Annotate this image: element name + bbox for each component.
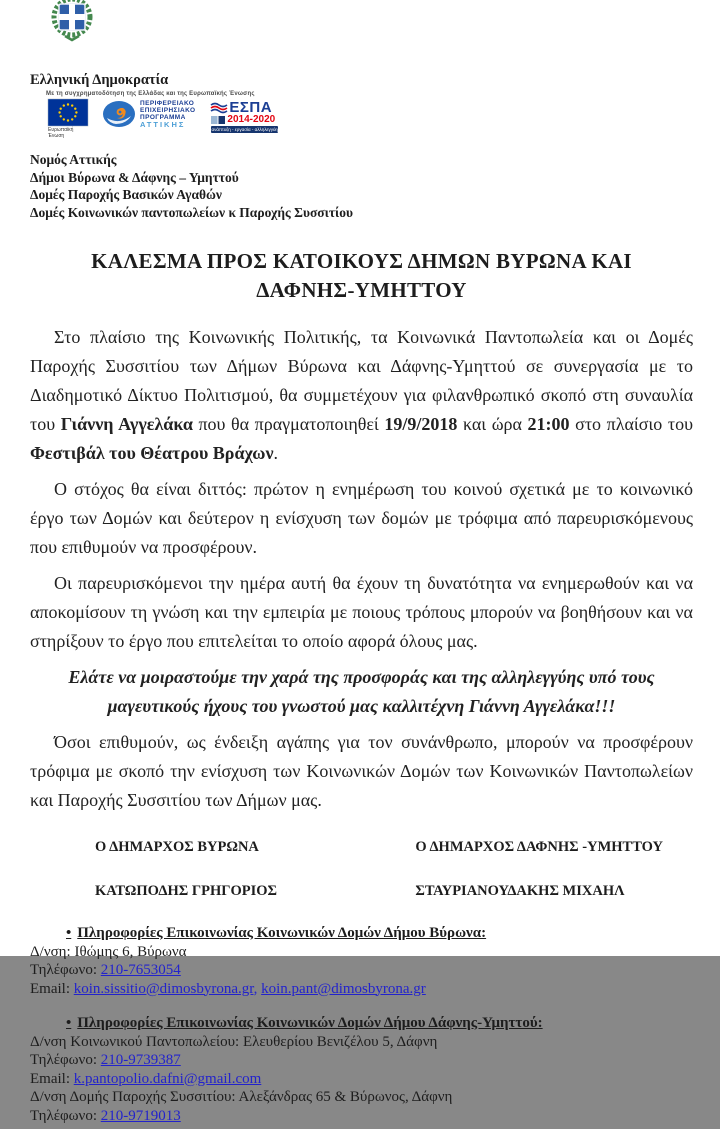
sender-block <box>30 151 693 221</box>
contact-block-byron <box>30 924 693 998</box>
dafni-phone1-line: Τηλέφωνο: 210-9739387 <box>30 1052 181 1068</box>
document-title: ΚΑΛΕΣΜΑ ΠΡΟΣ ΚΑΤΟΙΚΟΥΣ ΔΗΜΩΝ ΒΥΡΩΝΑ ΚΑΙ ΔΑΦΝΗΣ-ΥΜΗΤΤΟΥ <box>91 249 632 302</box>
sender-line-structures: Δομές Παροχής Βασικών Αγαθών <box>30 187 222 202</box>
dafni-email-link[interactable]: k.pantopolio.dafni@gmail.com <box>73 1070 262 1087</box>
paragraph-concert: Στο πλαίσιο της Κοινωνικής Πολιτικής, τα Κοινωνικά Παντοπωλεία και οι Δομές Παροχής Συσσιτίου των Δήμων Βύρωνα και Δάφνης-Υμηττού σε συνεργασία με το Διαδημοτικό Δίκτυο Πολιτισμού, θα συμμετέχουν για φιλανθρωπικό σκοπό στη συναυλία του Γιάννη Αγγελάκα που θα πραγματοποιηθεί 19/9/2018 και ώρα 21:00 στο πλαίσιο του Φεστιβάλ του Θέατρου Βράχων. <box>30 327 693 463</box>
eu-flag-caption: Ευρωπαϊκή Ένωση <box>48 127 74 139</box>
dafni-phone1-link[interactable]: 210-9739387 <box>100 1052 181 1068</box>
greek-coat-of-arms-icon <box>45 0 693 42</box>
contact-block-dafni <box>30 1014 693 1125</box>
byron-email-link-2[interactable]: koin.pant@dimosbyrona.gr <box>261 980 426 997</box>
funding-logos-strip <box>46 91 278 139</box>
mayor-byron-name: ΚΑΤΩΠΟΔΗΣ ΓΡΗΓΟΡΙΟΣ <box>95 883 278 899</box>
mayor-byron-role: Ο ΔΗΜΑΡΧΟΣ ΒΥΡΩΝΑ <box>95 839 259 855</box>
dafni-phone2-link[interactable]: 210-9719013 <box>100 1107 181 1124</box>
sender-line-municipalities: Δήμοι Βύρωνα & Δάφνης – Υμηττού <box>30 169 239 185</box>
attica-line3: ΠΡΟΓΡΑΜΜΑ <box>140 114 186 121</box>
hellenic-republic-label: Ελληνική Δημοκρατία <box>30 72 169 88</box>
signature-dafni <box>415 839 663 900</box>
attica-program-logo <box>102 99 195 129</box>
eu-flag-icon <box>48 99 88 126</box>
bullet-icon: • <box>66 1015 72 1031</box>
espa-waves-icon <box>211 102 227 114</box>
espa-logo <box>211 99 278 133</box>
concert-date: 19/9/2018 <box>384 414 458 434</box>
festival-name: Φεστιβάλ του Θέατρου Βράχων <box>30 443 274 463</box>
byron-email-link-1[interactable]: koin.sissitio@dimosbyrona.gr, <box>73 980 258 997</box>
paragraph-attendees: Οι παρευρισκόμενοι την ημέρα αυτή θα έχουν τη δυνατότητα να ενημερωθούν και να αποκομίσουν τη γνώση και την εμπειρία με ποιους τρόπους μπορούν να βοηθήσουν και να στηρίξουν το έργο που επιτελείται το οποίο αφορά όλους μας. <box>30 573 693 651</box>
paragraph-donations: Όσοι επιθυμούν, ως ένδειξη αγάπης για τον συνάνθρωπο, μπορούν να προσφέρουν τρόφιμα με σκοπό την ενίσχυση των Κοινωνικών Δομών των Κοινωνικών Παντοπωλείων και Παροχής Συσσιτίου των Δήμων μας. <box>30 732 693 810</box>
concert-time: 21:00 <box>527 414 570 434</box>
contacts-section <box>30 924 693 1125</box>
byron-email-line: Email: koin.sissitio@dimosbyrona.gr, koin.pant@dimosbyrona.gr <box>30 980 426 997</box>
espa-years: 2014-2020 <box>227 114 276 125</box>
dafni-phone2-line: Τηλέφωνο: 210-9719013 <box>30 1107 181 1124</box>
artist-name: Γιάννη Αγγελάκα <box>60 414 193 434</box>
paragraph-goal: Ο στόχος θα είναι διττός: πρώτον η ενημέρωση του κοινού σχετικά με το κοινωνικό έργο των Δομών και δεύτερον η ενίσχυση των δομών με τρόφιμα από παρευρισκόμενους που επιθυμούν να προσφέρουν. <box>30 479 693 557</box>
byron-phone-link[interactable]: 210-7653054 <box>100 962 181 978</box>
dafni-pantry-address-line: Δ/νση Κοινωνικού Παντοπωλείου: Ελευθερίου Βενιζέλου 5, Δάφνη <box>30 1033 438 1050</box>
paragraph-invitation: Ελάτε να μοιραστούμε την χαρά της προσφοράς και της αλληλεγγύης υπό τους μαγευτικούς ήχους του γνωστού μας καλλιτέχνη Γιάννη Αγγελάκα!!! <box>68 667 655 716</box>
attica-swirl-icon <box>102 99 136 129</box>
attica-line1: ΠΕΡΙΦΕΡΕΙΑΚΟ <box>140 100 195 107</box>
sender-line-pantries: Δομές Κοινωνικών παντοπωλείων κ Παροχής Συσσιτίου <box>30 204 353 220</box>
contact-heading-byron: • Πληροφορίες Επικοινωνίας Κοινωνικών Δομών Δήμου Βύρωνα: <box>66 925 487 941</box>
document-body <box>30 323 693 815</box>
signature-byron <box>95 839 277 900</box>
mayor-dafni-name: ΣΤΑΥΡΙΑΝΟΥΔΑΚΗΣ ΜΙΧΑΗΛ <box>415 883 625 899</box>
signatures-row <box>30 839 693 900</box>
cofinance-note: Με τη συγχρηματοδότηση της Ελλάδας και της Ευρωπαϊκής Ένωσης <box>46 91 255 97</box>
espa-name: ΕΣΠΑ <box>229 99 273 116</box>
byron-address-line: Δ/νση: Ιθώμης 6, Βύρωνα <box>30 943 187 960</box>
bullet-icon: • <box>66 925 72 941</box>
contact-heading-dafni: • Πληροφορίες Επικοινωνίας Κοινωνικών Δομών Δήμου Δάφνης-Υμηττού: <box>66 1015 543 1031</box>
sender-line-prefecture: Νομός Αττικής <box>30 152 117 167</box>
dafni-email-line: Email: k.pantopolio.dafni@gmail.com <box>30 1070 262 1087</box>
eu-flag-logo <box>48 99 88 139</box>
espa-flag-icon <box>211 116 225 124</box>
attica-line4: ΑΤΤΙΚΗΣ <box>140 120 186 129</box>
dafni-meals-address-line: Δ/νση Δομής Παροχής Συσσιτίου: Αλεξάνδρας 65 & Βύρωνος, Δάφνη <box>30 1089 453 1105</box>
attica-line2: ΕΠΙΧΕΙΡΗΣΙΑΚΟ <box>140 107 196 114</box>
byron-phone-line: Τηλέφωνο: 210-7653054 <box>30 962 181 978</box>
espa-tagline: ανάπτυξη - εργασία - αλληλεγγύη <box>211 127 278 132</box>
mayor-dafni-role: Ο ΔΗΜΑΡΧΟΣ ΔΑΦΝΗΣ -ΥΜΗΤΤΟΥ <box>415 839 663 855</box>
